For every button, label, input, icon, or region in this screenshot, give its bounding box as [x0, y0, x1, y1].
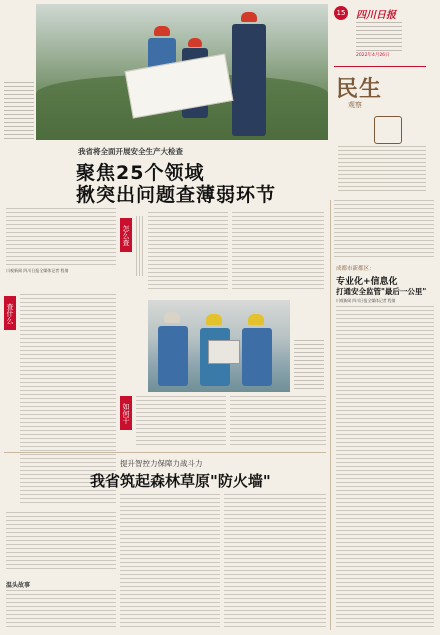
column-divider: [330, 200, 331, 630]
section-sub: 观察: [348, 101, 362, 109]
section-desc-lines: [338, 146, 426, 192]
issue-date: 2022年4月26日: [356, 53, 390, 58]
left-bottom-text: [6, 590, 116, 630]
helmet-icon: [206, 314, 222, 325]
tag-zen-me-cha: 怎么查: [120, 218, 132, 252]
right-story-title-line2: 打通安全监管"最后一公里": [336, 287, 427, 296]
worker-figure: [232, 24, 266, 136]
masthead-info-lines: [356, 22, 402, 52]
helmet-icon: [154, 26, 170, 36]
right-column-top-text: [334, 200, 434, 260]
worker-figure: [158, 326, 188, 386]
worker-figure: [242, 328, 272, 386]
masthead-divider: [334, 66, 426, 67]
lead-author: 川观新闻 四川日报全媒体记者 程倩: [6, 268, 69, 273]
photo-caption: [4, 82, 34, 142]
bottom-headline: 我省筑起森林草原"防火墙": [90, 472, 271, 490]
helmet-icon: [164, 312, 180, 323]
middle-column-text-2: [232, 212, 324, 292]
section-logo-box: [374, 116, 402, 144]
paper-name: 四川日报: [356, 10, 396, 21]
page-number-badge: 15: [334, 6, 348, 20]
middle-lower-text-2: [230, 396, 326, 448]
helmet-icon: [241, 12, 257, 22]
helmet-icon: [248, 314, 264, 325]
left-bottom-title: 温头故事: [6, 582, 31, 589]
lead-summary: [6, 208, 116, 266]
lead-kicker: 我省将全面开展安全生产大检查: [78, 147, 183, 156]
bottom-column-1: [120, 494, 220, 630]
inspection-photo-caption: [294, 340, 324, 390]
section-title: 民生: [336, 76, 383, 102]
lead-photo: [36, 4, 328, 140]
right-column-text: [336, 306, 434, 628]
tag-cha-shen-me: 查什么: [4, 296, 16, 330]
bottom-kicker: 提升智控力保障力战斗力: [120, 459, 203, 468]
masthead: [334, 4, 434, 194]
right-story-author: 川观新闻 四川日报全媒体记者 程倩: [336, 298, 396, 303]
bottom-divider: [4, 452, 326, 453]
bottom-column-2: [224, 494, 326, 630]
middle-column-text-1: [148, 212, 228, 292]
inspection-photo: [148, 300, 290, 392]
bottom-left-quote: [6, 512, 116, 572]
right-story-title-line1: 专业化+信息化: [336, 277, 398, 287]
lead-headline-line2: 揪突出问题查薄弱环节: [76, 184, 277, 206]
middle-lower-text-1: [136, 396, 226, 448]
middle-quote-lines: [136, 216, 144, 276]
lead-headline-line1: 聚焦25个领域: [76, 162, 205, 184]
right-story-kicker: 成都市新都区：: [336, 266, 375, 272]
tag-ru-he-gan: 如何干: [120, 396, 132, 430]
equipment-panel: [208, 340, 240, 364]
helmet-icon: [188, 38, 202, 47]
